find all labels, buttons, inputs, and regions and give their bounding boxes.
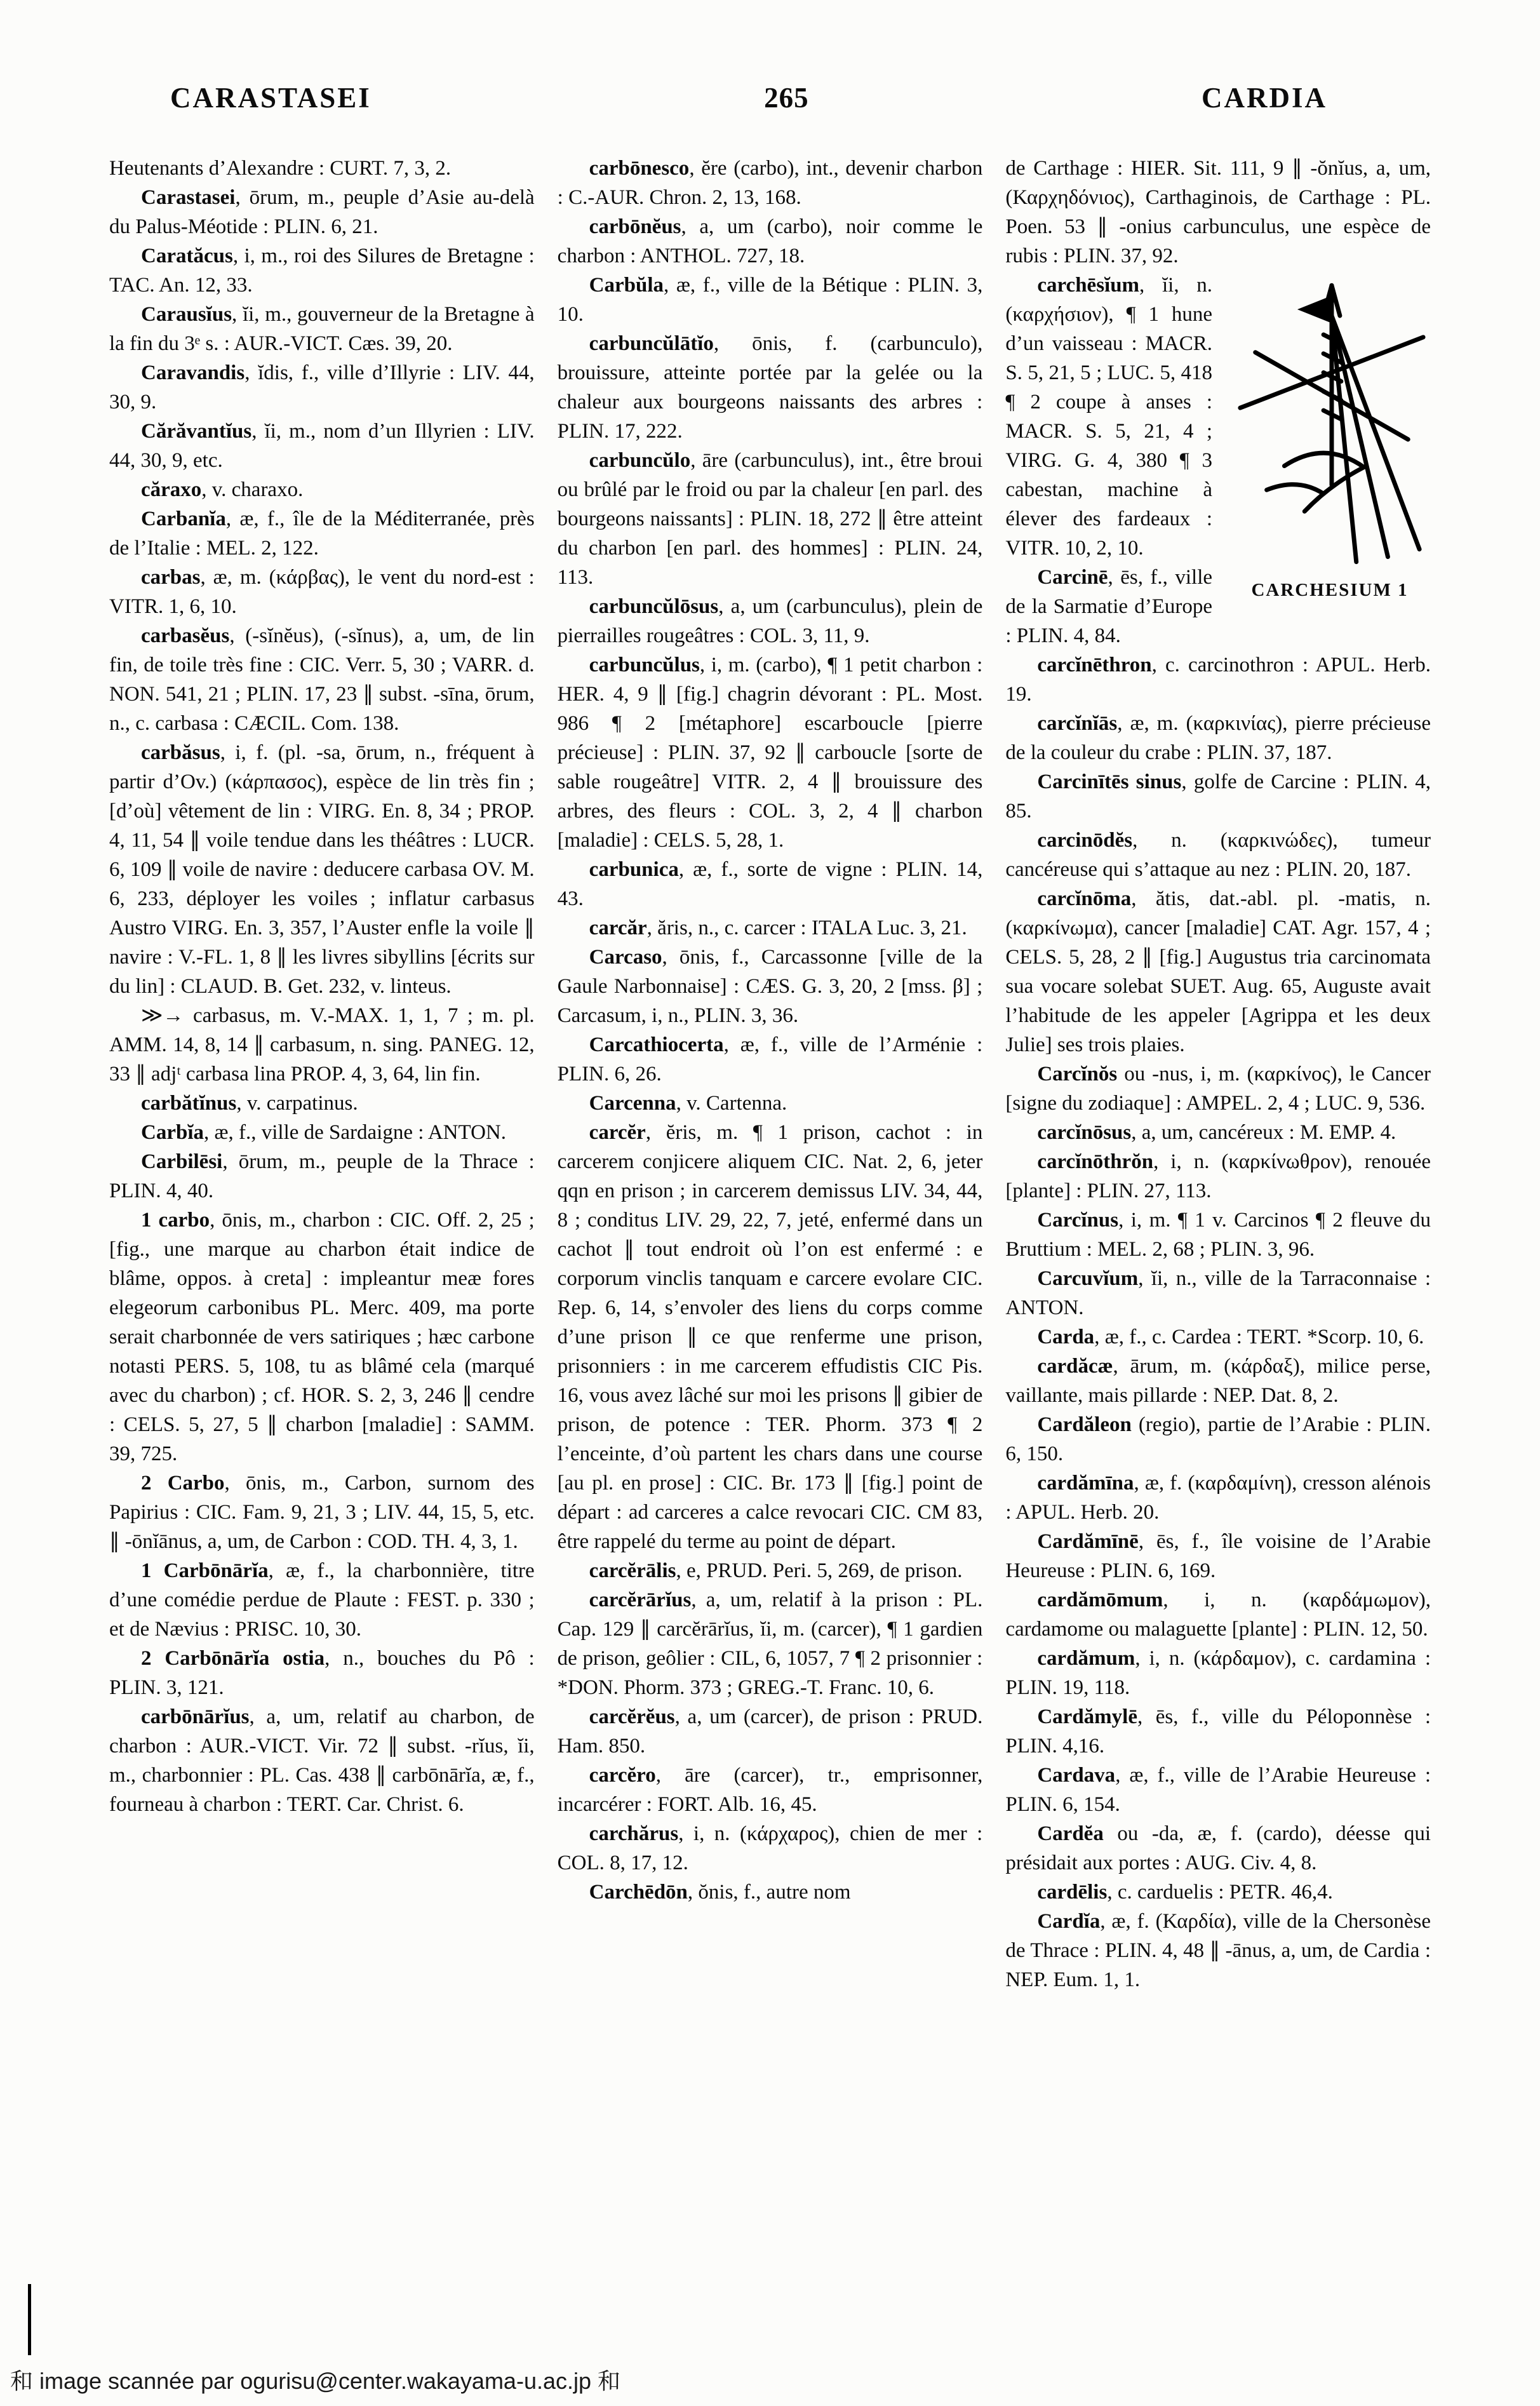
headword: carbătĭnus: [141, 1092, 237, 1115]
entry-carbunica: carbunica, æ, f., sorte de vigne : PLIN. 14, 43.: [557, 858, 983, 910]
headword: carbas: [141, 566, 201, 589]
entry-cardac: cardăcæ, ārum, m. (κάρδαξ), milice perse, vaillante, mais pillarde : NEP. Dat. 8, 2.: [1005, 1355, 1431, 1407]
headword: Carausĭus: [141, 303, 232, 326]
entry-carcine: Carcinē, ēs, f., ville de la Sarmatie d’Europe : PLIN. 4, 84.: [1005, 566, 1213, 647]
column-1: [109, 154, 535, 1994]
headword: carbuncŭlōsus: [589, 595, 719, 618]
headword: căraxo: [141, 478, 202, 501]
entry-cardaleon: Cardăleon (regio), partie de l’Arabie : PLIN. 6, 150.: [1005, 1413, 1431, 1465]
entry-carausius: Carausĭus, ĭi, m., gouverneur de la Bretagne à la fin du 3ᵉ s. : AUR.-VICT. Cæs. 39, 20.: [109, 303, 535, 355]
entry-1-carbonaria: 1 Carbōnārĭa, æ, f., la charbonnière, titre d’une comédie perdue de Plaute : FEST. p. 330 ; et de Nævius : PRISC. 10, 30.: [109, 1559, 535, 1641]
headword: Carbĭa: [141, 1121, 204, 1144]
running-head: [0, 0, 1540, 114]
headword: carcĭnĭās: [1037, 712, 1118, 735]
entry-carastasei: Carastasei, ōrum, m., peuple d’Asie au-delà du Palus-Méotide : PLIN. 6, 21.: [109, 186, 535, 238]
entry-cardamum: cardămum, i, n. (κάρδαμον), c. cardamina : PLIN. 19, 118.: [1005, 1647, 1431, 1699]
headword: Caratăcus: [141, 245, 233, 267]
headword: carcĕro: [589, 1764, 656, 1787]
entry-carcereus: carcĕrĕus, a, um (carcer), de prison : PRUD. Ham. 850.: [557, 1705, 983, 1757]
entry-carcaso: Carcaso, ōnis, f., Carcassonne [ville de la Gaule Narbonnaise] : CÆS. G. 3, 20, 2 [mss. β] ; Carcasum, i, n., PLIN. 3, 36.: [557, 946, 983, 1027]
headword: carcĕrārĭus: [589, 1589, 692, 1611]
entry-carcinethron: carcĭnēthron, c. carcinothron : APUL. Herb. 19.: [1005, 654, 1431, 706]
headword: carbuncŭlus: [589, 654, 700, 676]
entry-carcinosus: carcĭnōsus, a, um, cancéreux : M. EMP. 4.: [1037, 1121, 1396, 1144]
entry-caraxo: căraxo, v. charaxo.: [141, 478, 304, 501]
entry-carbania: Carbanĭa, æ, f., île de la Méditerranée, près de l’Italie : MEL. 2, 122.: [109, 507, 535, 560]
headword: Carcathiocerta: [589, 1033, 724, 1056]
entry-cardamomum: cardămōmum, i, n. (καρδάμωμον), cardamome ou malaguette [plante] : PLIN. 12, 50.: [1005, 1589, 1431, 1641]
entry-carcinus: Carcĭnus, i, m. ¶ 1 v. Carcinos ¶ 2 fleuve du Bruttium : MEL. 2, 68 ; PLIN. 3, 96.: [1005, 1209, 1431, 1261]
headword: carcĭnōma: [1037, 887, 1132, 910]
entry-carbia: Carbĭa, æ, f., ville de Sardaigne : ANTON.: [141, 1121, 506, 1144]
headword: carcĭnēthron: [1037, 654, 1152, 676]
headword: Cardĭa: [1037, 1910, 1101, 1933]
entry-carboneus: carbōnĕus, a, um (carbo), noir comme le charbon : ANTHOL. 727, 18.: [557, 215, 983, 267]
headword: Carcinītēs sinus: [1037, 770, 1182, 793]
headword: Carchēdōn: [589, 1881, 688, 1904]
headword: Cărăvantĭus: [141, 420, 252, 443]
entry-carchesium: carchēsĭum, ĭi, n. (καρχήσιον), ¶ 1 hune d’un vaisseau : MACR. S. 5, 21, 5 ; LUC. 5, 418 ¶ 2 coupe à anses : MACR. S. 5, 21, 4 ; VIRG. G. 4, 380 ¶ 3 cabestan, machine à élever des fardeaux : VITR. 10, 2, 10.: [1005, 274, 1213, 560]
headword: Cardăleon: [1037, 1413, 1132, 1436]
headword: carchărus: [589, 1822, 679, 1845]
headword: carbōnesco: [589, 157, 690, 180]
headword: carcĭnōthrŏn: [1037, 1150, 1154, 1173]
entry-carcenna: Carcenna, v. Cartenna.: [589, 1092, 787, 1115]
entry-carcharus: carchărus, i, n. (κάρχαρος), chien de mer : COL. 8, 17, 12.: [557, 1822, 983, 1874]
entry-cardia: Cardĭa, æ, f. (Καρδία), ville de la Chersonèse de Thrace : PLIN. 4, 48 ∥ -ānus, a, um, de Cardia : NEP. Eum. 1, 1.: [1005, 1910, 1431, 1991]
headword: Caravandis: [141, 361, 245, 384]
entry-carbunculosus: carbuncŭlōsus, a, um (carbunculus), plein de pierrailles rougeâtres : COL. 3, 11, 9.: [557, 595, 983, 647]
headword: carcĭnōsus: [1037, 1121, 1132, 1144]
headword: cardăcæ: [1037, 1355, 1113, 1378]
headword: 2 Carbōnārĭa ostia: [141, 1647, 325, 1670]
headword: 1 carbo: [141, 1209, 210, 1232]
entry-carda: Carda, æ, f., c. Cardea : TERT. *Scorp. 10, 6.: [1037, 1326, 1424, 1348]
entry-carcinothron: carcĭnōthrŏn, i, n. (καρκίνωθρον), renouée [plante] : PLIN. 27, 113.: [1005, 1150, 1431, 1202]
entry-carbasus: carbăsus, i, f. (pl. -sa, ōrum, n., fréquent à partir d’Ov.) (κάρπασος), espèce de lin très fin ; [d’où] vêtement de lin : VIRG. En. 8, 34 ; PROP. 4, 11, 54 ∥ voile tendue dans les théâtres : LUCR. 6, 109 ∥ voile de navire : deducere carbasa OV. M. 6, 233, déployer les voiles ; inflatur carbasus Austro VIRG. En. 3, 357, l’Auster enfle la voile ∥ navire : V.-FL. 1, 8 ∥ les livres sibyllins [écrits sur du lin] : CLAUD. B. Get. 232, v. linteus.: [109, 741, 535, 998]
entry-carbaseus: carbasĕus, (-sĭnĕus), (-sĭnus), a, um, de lin fin, de toile très fine : CIC. Verr. 5, 30 ; VARR. d. NON. 541, 21 ; PLIN. 17, 23 ∥ subst. -sīna, ōrum, n., c. carbasa : CÆCIL. Com. 138.: [109, 624, 535, 735]
headword: Carcaso: [589, 946, 662, 969]
dictionary-columns: [0, 114, 1540, 1994]
entry-1-carbo: 1 carbo, ōnis, m., charbon : CIC. Off. 2, 25 ; [fig., une marque au charbon était indice de blâme, oppos. à creta] : impleantur meæ fores elegeorum carbonibus PL. Merc. 409, ma porte serait charbonnée de vers satiriques ; hæc carbone notasti PERS. 5, 108, tu as blâmé cela (marqué avec du charbon) ; cf. HOR. S. 2, 3, 246 ∥ cendre : CELS. 5, 27, 5 ∥ charbon [maladie] : SAMM. 39, 725.: [109, 1209, 535, 1465]
entry-carbonesco: carbōnesco, ĕre (carbo), int., devenir charbon : C.-AUR. Chron. 2, 13, 168.: [557, 157, 983, 209]
entry-carbonarius: carbōnārĭus, a, um, relatif au charbon, de charbon : AUR.-VICT. Vir. 72 ∥ subst. -rĭus, ĭi, m., charbonnier : PL. Cas. 438 ∥ carbōnārĭa, æ, f., fourneau à charbon : TERT. Car. Christ. 6.: [109, 1705, 535, 1816]
headword: cardămīna: [1037, 1472, 1134, 1495]
entry-carcer: carcĕr, ĕris, m. ¶ 1 prison, cachot : in carcerem conjicere aliquem CIC. Nat. 2, 6, jeter qqn en prison ; in carcerem demissus LIV. 34, 44, 8 ; conditus LIV. 29, 22, 7, jeté, enfermé dans un cachot ∥ tout endroit où l’on est enfermé : e corporum vinclis tanquam e carcere evolare CIC. Rep. 6, 14, s’envoler des liens du corps comme d’une prison ∥ ce que renferme une prison, prisonniers : in me carcerem effudistis CIC Pis. 16, vous avez lâché sur moi les prisons ∥ gibier de prison, de potence : TER. Phorm. 373 ¶ 2 l’enceinte, d’où partent les chars dans une course [au pl. en prose] : CIC. Br. 173 ∥ [fig.] point de départ : ad carceres a calce revocari CIC. CM 83, être rappelé du terme au point de départ.: [557, 1121, 983, 1553]
entry-cardamine: Cardămīnē, ēs, f., île voisine de l’Arabie Heureuse : PLIN. 6, 169.: [1005, 1530, 1431, 1582]
headword: carcăr: [589, 917, 647, 939]
headword: Carbilēsi: [141, 1150, 223, 1173]
entry-2-carbonaria-ostia: 2 Carbōnārĭa ostia, n., bouches du Pô : PLIN. 3, 121.: [109, 1647, 535, 1699]
headword: cardēlis: [1037, 1881, 1108, 1904]
entry-2-carbo: 2 Carbo, ōnis, m., Carbon, surnom des Papirius : CIC. Fam. 9, 21, 3 ; LIV. 44, 15, 5, etc. ∥ -ōnĭānus, a, um, de Carbon : COD. TH. 4, 3, 1.: [109, 1472, 535, 1553]
entry-caratacus: Caratăcus, i, m., roi des Silures de Bretagne : TAC. An. 12, 33.: [109, 245, 535, 297]
entry-carbula: Carbŭla, æ, f., ville de la Bétique : PLIN. 3, 10.: [557, 274, 983, 326]
entry-carbunculo: carbuncŭlo, āre (carbunculus), int., être broui ou brûlé par le froid ou par la chaleur [en parl. des bourgeons naissants] : PLIN. 18, 272 ∥ être atteint du charbon [en parl. des hommes] : PLIN. 24, 113.: [557, 449, 983, 589]
entry-carbatinus: carbătĭnus, v. carpatinus.: [141, 1092, 358, 1115]
guide-word-right: CARDIA: [1202, 82, 1327, 114]
headword: carbăsus: [141, 741, 220, 764]
headword: Cardămīnē: [1037, 1530, 1139, 1553]
headword: cardămum: [1037, 1647, 1135, 1670]
entry-cardamina: cardămīna, æ, f. (καρδαμίνη), cresson alénois : APUL. Herb. 20.: [1005, 1472, 1431, 1524]
headword: Carbŭla: [589, 274, 664, 297]
column-3: [1005, 154, 1431, 1994]
entry-carbunculatio: carbuncŭlātĭo, ōnis, f. (carbunculo), brouissure, atteinte portée par la gelée ou la chaleur aux bourgeons naissants des arbres : PLIN. 17, 222.: [557, 332, 983, 443]
entry-carcero: carcĕro, āre (carcer), tr., emprisonner, incarcérer : FORT. Alb. 16, 45.: [557, 1764, 983, 1816]
headword: carcĕrĕus: [589, 1705, 675, 1728]
entry-carcinites-sinus: Carcinītēs sinus, golfe de Carcine : PLIN. 4, 85.: [1005, 770, 1431, 823]
entry-carcinoma: carcĭnōma, ătis, dat.-abl. pl. -matis, n. (καρκίνωμα), cancer [maladie] CAT. Agr. 157, 4 ; CELS. 5, 28, 2 ∥ [fig.] Augustus tria carcinomata sua vocare solebat SUET. Aug. 65, Auguste avait l’habitude de les appeler [Agrippa et les deux Julie] ses trois plaies.: [1005, 887, 1431, 1056]
entry-cardelis: cardēlis, c. carduelis : PETR. 46,4.: [1037, 1881, 1333, 1904]
headword: carcĕrālis: [589, 1559, 676, 1582]
column-2: [558, 154, 983, 1994]
entry-carcinias: carcĭnĭās, æ, m. (καρκινίας), pierre précieuse de la couleur du crabe : PLIN. 37, 187.: [1005, 712, 1431, 764]
headword: Carcĭnus: [1037, 1209, 1119, 1232]
entry-cardava: Cardava, æ, f., ville de l’Arabie Heureuse : PLIN. 6, 154.: [1005, 1764, 1431, 1816]
entry-continuation: de Carthage : HIER. Sit. 111, 9 ∥ -ŏnĭus, a, um, (Καρχηδόνιος), Carthaginois, de Carthage : PL. Poen. 53 ∥ -onius carbunculus, une espèce de rubis : PLIN. 37, 92.: [1005, 157, 1431, 267]
headword: 1 Carbōnārĭa: [141, 1559, 269, 1582]
headword: carbōnārĭus: [141, 1705, 250, 1728]
entry-carchedon: Carchēdōn, ŏnis, f., autre nom: [589, 1881, 851, 1904]
headword: carbasĕus: [141, 624, 230, 647]
headword: Carcĭnŏs: [1037, 1063, 1118, 1085]
entry-carcinodes: carcinōdĕs, n. (καρκινώδες), tumeur cancéreuse qui s’attaque au nez : PLIN. 20, 187.: [1005, 829, 1431, 881]
headword: carchēsĭum: [1037, 274, 1140, 297]
headword: Cardămylē: [1037, 1705, 1137, 1728]
entry-carcuvium: Carcuvĭum, ĭi, n., ville de la Tarraconnaise : ANTON.: [1005, 1267, 1431, 1319]
carchesium-figure: [1229, 276, 1431, 605]
headword: cardămōmum: [1037, 1589, 1163, 1611]
headword: Cardava: [1037, 1764, 1116, 1787]
headword: Cardĕa: [1037, 1822, 1104, 1845]
entry-cardamyle: Cardămylē, ēs, f., ville du Péloponnèse : PLIN. 4,16.: [1005, 1705, 1431, 1757]
headword: Carbanĭa: [141, 507, 226, 530]
headword: carbōnĕus: [589, 215, 681, 238]
headword: carbunica: [589, 858, 679, 881]
entry-carceralis: carcĕrālis, e, PRUD. Peri. 5, 269, de prison.: [589, 1559, 963, 1582]
headword: Carda: [1037, 1326, 1095, 1348]
headword: carbuncŭlo: [589, 449, 691, 472]
headword: Carastasei: [141, 186, 236, 209]
entry-continuation: Heutenants d’Alexandre : CURT. 7, 3, 2.: [109, 157, 452, 180]
entry-carcar: carcăr, ăris, n., c. carcer : ITALA Luc. 3, 21.: [589, 917, 967, 939]
entry-carbunculus: carbuncŭlus, i, m. (carbo), ¶ 1 petit charbon : HER. 4, 9 ∥ [fig.] chagrin dévorant : PL. Most. 986 ¶ 2 [métaphore] escarboucle [pierre précieuse] : PLIN. 37, 92 ∥ carboucle [sorte de sable rougeâtre] VITR. 2, 4 ∥ brouissure des arbres, des fleurs : COL. 3, 2, 4 ∥ charbon [maladie] : CELS. 5, 28, 1.: [557, 654, 983, 852]
headword: carbuncŭlātĭo: [589, 332, 714, 355]
entry-carcinos: Carcĭnŏs ou -nus, i, m. (καρκίνος), le Cancer [signe du zodiaque] : AMPEL. 2, 4 ; LUC. 9, 536.: [1005, 1063, 1431, 1115]
headword: carcĕr: [589, 1121, 646, 1144]
entry-carcathiocerta: Carcathiocerta, æ, f., ville de l’Arménie : PLIN. 6, 26.: [557, 1033, 983, 1085]
entry-cardea: Cardĕa ou -da, æ, f. (cardo), déesse qui présidait aux portes : AUG. Civ. 4, 8.: [1005, 1822, 1431, 1874]
entry-carbilesi: Carbilēsi, ōrum, m., peuple de la Thrace : PLIN. 4, 40.: [109, 1150, 535, 1202]
carchesium-illustration: [1229, 276, 1431, 569]
entry-caravandis: Caravandis, ĭdis, f., ville d’Illyrie : LIV. 44, 30, 9.: [109, 361, 535, 413]
guide-word-left: CARASTASEI: [170, 82, 372, 114]
entry-caravantius: Cărăvantĭus, ĭi, m., nom d’un Illyrien : LIV. 44, 30, 9, etc.: [109, 420, 535, 472]
entry-continuation: ≫→ carbasus, m. V.-MAX. 1, 1, 7 ; m. pl. AMM. 14, 8, 14 ∥ carbasum, n. sing. PANEG. 12, 33 ∥ adjᵗ carbasa lina PROP. 4, 3, 64, lin fin.: [109, 1004, 535, 1085]
scanner-credit: 和 image scannée par ogurisu@center.wakayama-u.ac.jp 和: [10, 2368, 621, 2394]
headword: Carcuvĭum: [1037, 1267, 1139, 1290]
entry-carbas: carbas, æ, m. (κάρβας), le vent du nord-est : VITR. 1, 6, 10.: [109, 566, 535, 618]
entry-carcerarius: carcĕrārĭus, a, um, relatif à la prison : PL. Cap. 129 ∥ carcĕrārĭus, ĭi, m. (carcer), ¶ 1 gardien de prison, geôlier : CIL, 6, 1057, 7 ¶ 2 prisonnier : *DON. Phorm. 373 ; GREG.-T. Franc. 10, 6.: [557, 1589, 983, 1699]
page-number: 265: [764, 82, 809, 114]
headword: carcinōdĕs: [1037, 829, 1133, 852]
scan-artifact-line: [28, 2284, 31, 2355]
headword: Carcenna: [589, 1092, 676, 1115]
headword: 2 Carbo: [141, 1472, 225, 1495]
headword: Carcinē: [1037, 566, 1108, 589]
carchesium-caption: CARCHESIUM 1: [1251, 580, 1409, 600]
